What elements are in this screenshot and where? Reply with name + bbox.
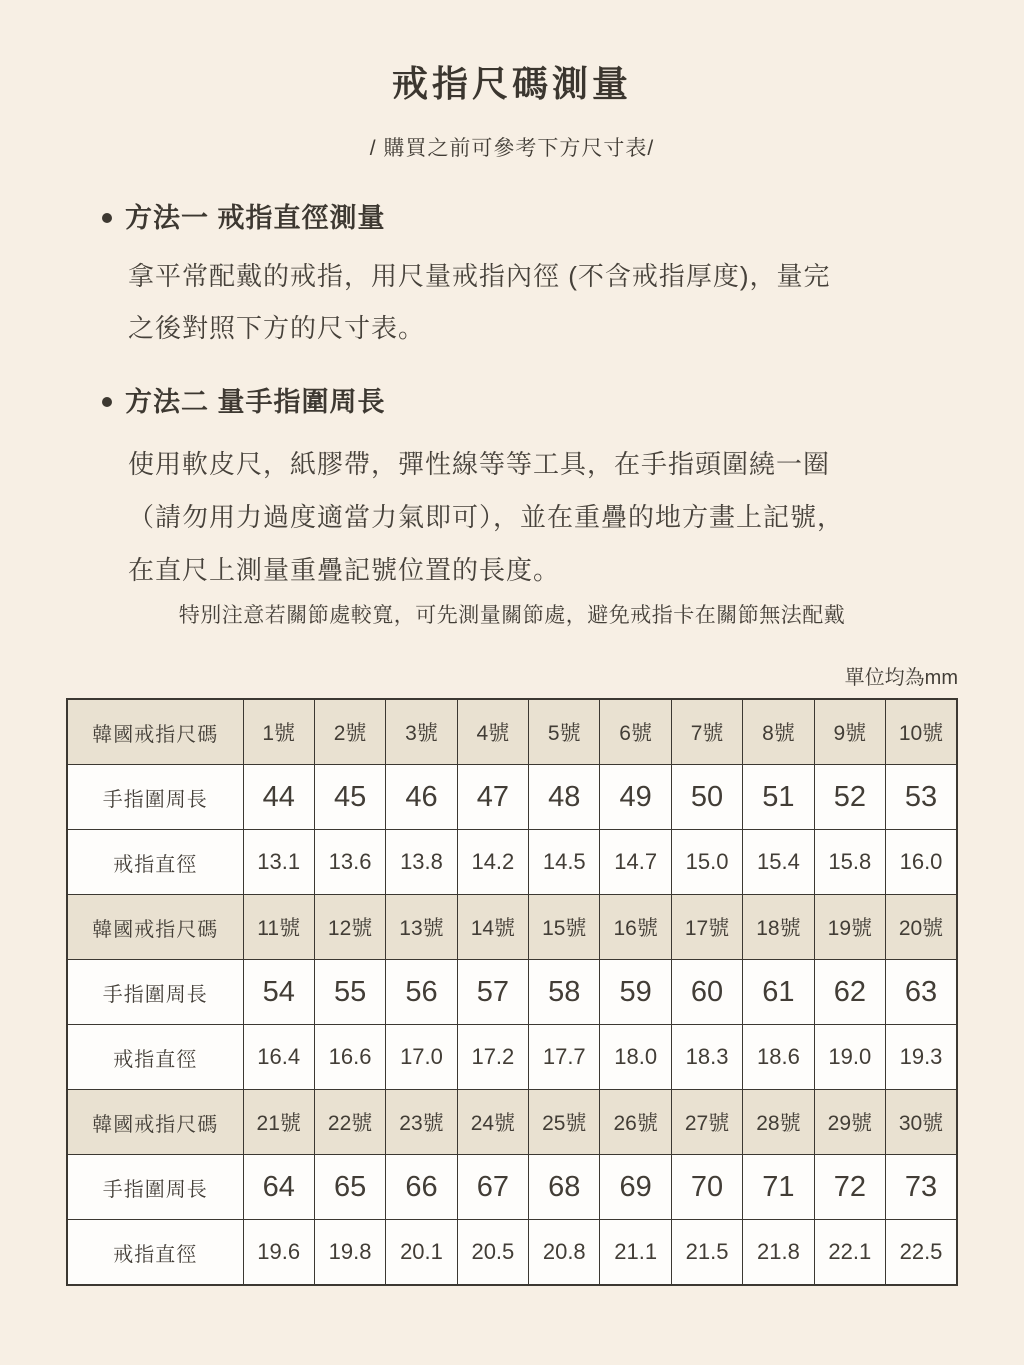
- method-2-section: [102, 384, 964, 597]
- value-cell: 61: [743, 960, 814, 1025]
- value-cell: 14.5: [529, 830, 600, 895]
- value-cell: 68: [529, 1155, 600, 1220]
- bullet-icon: [102, 397, 112, 407]
- size-code-row: [67, 699, 957, 765]
- value-cell: 20.8: [529, 1220, 600, 1286]
- value-cell: 47: [457, 765, 528, 830]
- joint-note: 特別注意若關節處較寬，可先測量關節處，避免戒指卡在關節無法配戴: [178, 604, 846, 627]
- value-cell: 21.1: [600, 1220, 671, 1286]
- value-cell: 16.0: [886, 830, 957, 895]
- value-cell: 15.0: [671, 830, 742, 895]
- value-cell: 16.4: [243, 1025, 314, 1090]
- value-cell: 27號: [671, 1090, 742, 1155]
- value-cell: 19.0: [814, 1025, 885, 1090]
- row-label-cell: 手指圍周長: [67, 765, 243, 830]
- value-cell: 16號: [600, 895, 671, 960]
- value-cell: 18.0: [600, 1025, 671, 1090]
- value-cell: 55: [314, 960, 385, 1025]
- value-cell: 46: [386, 765, 457, 830]
- value-cell: 17.0: [386, 1025, 457, 1090]
- value-cell: 10號: [886, 699, 957, 765]
- value-cell: 13號: [386, 895, 457, 960]
- value-cell: 20.5: [457, 1220, 528, 1286]
- value-cell: 3號: [386, 699, 457, 765]
- value-cell: 73: [886, 1155, 957, 1220]
- row-label-cell: 戒指直徑: [67, 1220, 243, 1286]
- value-cell: 49: [600, 765, 671, 830]
- value-cell: 26號: [600, 1090, 671, 1155]
- method-1-body: [128, 250, 964, 354]
- size-table-area: [66, 666, 958, 1286]
- value-cell: 12號: [314, 895, 385, 960]
- value-cell: 22號: [314, 1090, 385, 1155]
- value-cell: 52: [814, 765, 885, 830]
- value-cell: 19.8: [314, 1220, 385, 1286]
- value-cell: 15號: [529, 895, 600, 960]
- value-cell: 24號: [457, 1090, 528, 1155]
- value-cell: 59: [600, 960, 671, 1025]
- method-1-section: [102, 200, 964, 354]
- value-cell: 18號: [743, 895, 814, 960]
- value-cell: 20.1: [386, 1220, 457, 1286]
- method-1-line: 拿平常配戴的戒指，用尺量戒指內徑 (不含戒指厚度)，量完: [128, 261, 831, 291]
- method-1-line: 之後對照下方的尺寸表。: [128, 313, 426, 343]
- row-label-cell: 手指圍周長: [67, 960, 243, 1025]
- value-cell: 62: [814, 960, 885, 1025]
- value-cell: 58: [529, 960, 600, 1025]
- value-cell: 69: [600, 1155, 671, 1220]
- circumference-row: [67, 1155, 957, 1220]
- method-2-line: （請勿用力過度適當力氣即可），並在重疊的地方畫上記號，: [128, 502, 845, 532]
- size-code-row: [67, 1090, 957, 1155]
- value-cell: 1號: [243, 699, 314, 765]
- value-cell: 2號: [314, 699, 385, 765]
- method-2-line: 在直尺上測量重疊記號位置的長度。: [128, 555, 561, 585]
- value-cell: 8號: [743, 699, 814, 765]
- value-cell: 21號: [243, 1090, 314, 1155]
- value-cell: 19號: [814, 895, 885, 960]
- row-label-cell: 戒指直徑: [67, 1025, 243, 1090]
- value-cell: 56: [386, 960, 457, 1025]
- value-cell: 15.8: [814, 830, 885, 895]
- method-1-heading-row: [102, 200, 964, 236]
- value-cell: 45: [314, 765, 385, 830]
- unit-label: 單位均為mm: [844, 667, 958, 689]
- value-cell: 11號: [243, 895, 314, 960]
- bullet-icon: [102, 213, 112, 223]
- row-label-cell: 韓國戒指尺碼: [67, 895, 243, 960]
- value-cell: 15.4: [743, 830, 814, 895]
- value-cell: 17.7: [529, 1025, 600, 1090]
- method-2-line: 使用軟皮尺，紙膠帶，彈性線等等工具，在手指頭圍繞一圈: [128, 449, 831, 479]
- value-cell: 6號: [600, 699, 671, 765]
- value-cell: 60: [671, 960, 742, 1025]
- circumference-row: [67, 765, 957, 830]
- value-cell: 17號: [671, 895, 742, 960]
- value-cell: 4號: [457, 699, 528, 765]
- size-code-row: [67, 895, 957, 960]
- value-cell: 13.8: [386, 830, 457, 895]
- value-cell: 5號: [529, 699, 600, 765]
- value-cell: 64: [243, 1155, 314, 1220]
- row-label-cell: 韓國戒指尺碼: [67, 699, 243, 765]
- method-2-heading: 方法二 量手指圍周長: [125, 387, 386, 417]
- value-cell: 21.8: [743, 1220, 814, 1286]
- size-table: [66, 698, 958, 1286]
- value-cell: 57: [457, 960, 528, 1025]
- value-cell: 28號: [743, 1090, 814, 1155]
- method-2-heading-row: [102, 384, 964, 420]
- row-label-cell: 戒指直徑: [67, 830, 243, 895]
- value-cell: 18.6: [743, 1025, 814, 1090]
- value-cell: 30號: [886, 1090, 957, 1155]
- value-cell: 29號: [814, 1090, 885, 1155]
- page-title: 戒指尺碼測量: [391, 63, 632, 104]
- page-subtitle: / 購買之前可參考下方尺寸表/: [369, 137, 655, 160]
- value-cell: 72: [814, 1155, 885, 1220]
- row-label-cell: 韓國戒指尺碼: [67, 1090, 243, 1155]
- value-cell: 13.6: [314, 830, 385, 895]
- value-cell: 67: [457, 1155, 528, 1220]
- value-cell: 16.6: [314, 1025, 385, 1090]
- circumference-row: [67, 960, 957, 1025]
- value-cell: 25號: [529, 1090, 600, 1155]
- value-cell: 50: [671, 765, 742, 830]
- value-cell: 44: [243, 765, 314, 830]
- value-cell: 20號: [886, 895, 957, 960]
- value-cell: 14.7: [600, 830, 671, 895]
- value-cell: 18.3: [671, 1025, 742, 1090]
- value-cell: 14號: [457, 895, 528, 960]
- diameter-row: [67, 1220, 957, 1286]
- row-label-cell: 手指圍周長: [67, 1155, 243, 1220]
- value-cell: 19.6: [243, 1220, 314, 1286]
- value-cell: 48: [529, 765, 600, 830]
- value-cell: 51: [743, 765, 814, 830]
- diameter-row: [67, 1025, 957, 1090]
- diameter-row: [67, 830, 957, 895]
- value-cell: 71: [743, 1155, 814, 1220]
- value-cell: 53: [886, 765, 957, 830]
- value-cell: 22.5: [886, 1220, 957, 1286]
- method-2-body: [128, 438, 964, 597]
- value-cell: 54: [243, 960, 314, 1025]
- value-cell: 7號: [671, 699, 742, 765]
- value-cell: 21.5: [671, 1220, 742, 1286]
- value-cell: 23號: [386, 1090, 457, 1155]
- value-cell: 70: [671, 1155, 742, 1220]
- value-cell: 9號: [814, 699, 885, 765]
- value-cell: 66: [386, 1155, 457, 1220]
- value-cell: 22.1: [814, 1220, 885, 1286]
- value-cell: 13.1: [243, 830, 314, 895]
- value-cell: 63: [886, 960, 957, 1025]
- value-cell: 19.3: [886, 1025, 957, 1090]
- method-1-heading: 方法一 戒指直徑測量: [125, 203, 386, 233]
- value-cell: 17.2: [457, 1025, 528, 1090]
- value-cell: 14.2: [457, 830, 528, 895]
- value-cell: 65: [314, 1155, 385, 1220]
